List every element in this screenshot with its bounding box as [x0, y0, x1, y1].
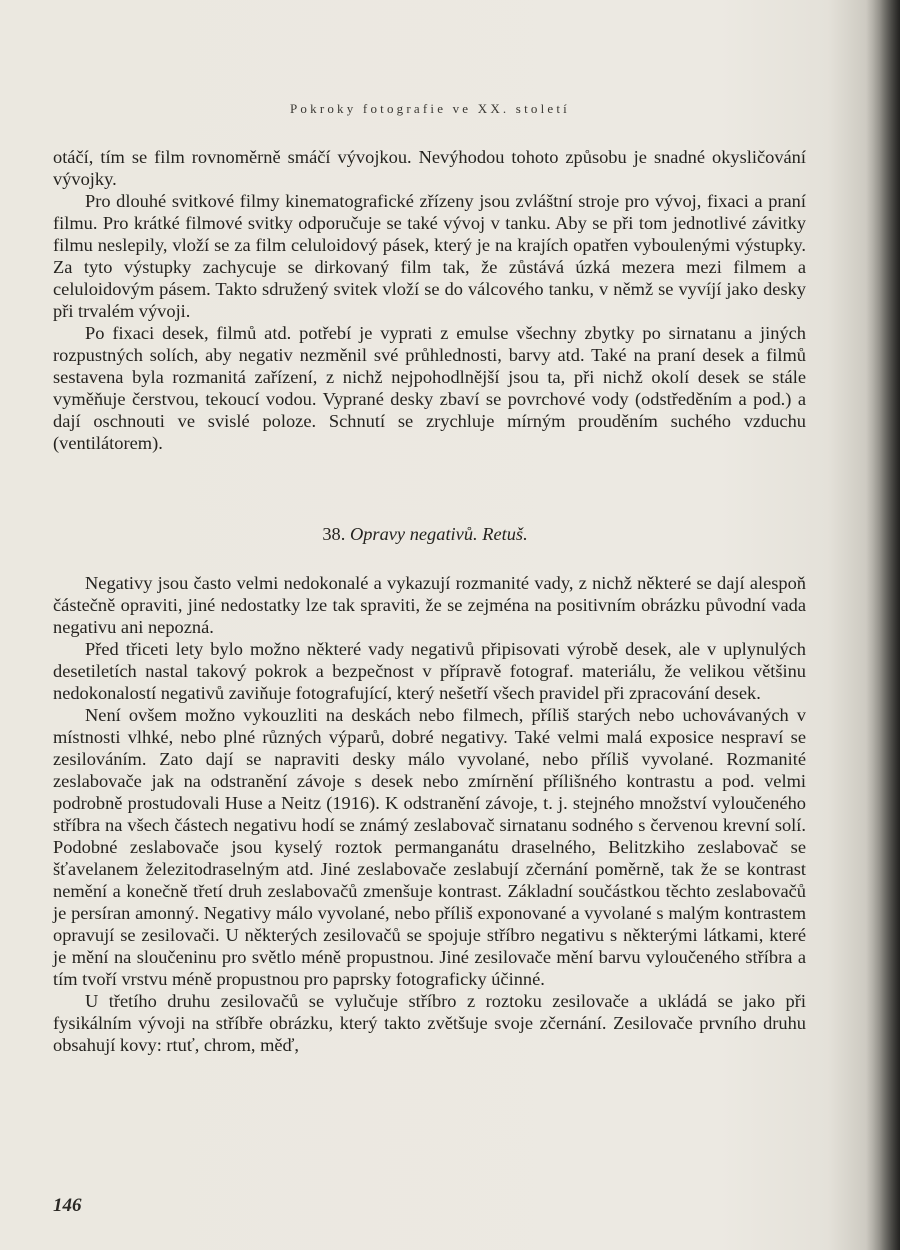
- page-gutter-shadow: [866, 0, 900, 1250]
- body-text-top: [53, 146, 806, 454]
- section-number: 38.: [322, 524, 346, 544]
- paragraph: Negativy jsou často velmi nedokonalé a vykazují rozmanité vady, z nichž některé se dají alespoň částečně opraviti, jiné nedostatky lze tak spraviti, že se zejména na positivním obrázku původní vada negativu ani nepozná.: [53, 573, 806, 637]
- running-head: Pokroky fotografie ve XX. století: [290, 101, 570, 116]
- paragraph: Není ovšem možno vykouzliti na deskách nebo filmech, příliš starých nebo uchovávaných v místnosti vlhké, nebo plné různých výparů, dobré negativy. Také velmi malá exposice nespraví se zesilováním. Zato dají se napraviti desky málo vyvolané, nebo příliš vyvolané. Rozmanité zeslabovače jak na odstranění závoje s desek nebo zmírnění přílišného kontrastu a pod. velmi podrobně prostudovali Huse a Neitz (1916). K odstranění závoje, t. j. stejného množství vyloučeného stříbra na všech částech negativu hodí se známý zeslabovač sirnatanu sodného s červenou krevní solí. Podobné zeslabovače jsou kyselý roztok permanganátu draselného, Belitzkiho zeslabovač se šťavelanem železitodraselným atd. Jiné zeslabovače zeslabují zčernání poměrně, tak že se kontrast nemění a konečně třetí druh zeslabovačů zmenšuje kontrast. Základní součástkou těchto zeslabovačů je persíran amonný. Negativy málo vyvolané, nebo příliš exponované a vyvolané s malým kontrastem opravují se zesilovači. U některých zesilovačů se spojuje stříbro negativu s některými látkami, které je mění na sloučeninu pro světlo méně propustnou. Jiné zesilovače mění barvu vyloučeného stříbra a tím tvoří vrstvu méně propustnou pro paprsky fotograficky účinné.: [53, 705, 806, 989]
- section-title: Opravy negativů. Retuš.: [349, 524, 528, 544]
- paragraph: Po fixaci desek, filmů atd. potřebí je vyprati z emulse všechny zbytky po sirnatanu a jiných rozpustných solích, aby negativ nezměnil své průhlednosti, barvy atd. Také na praní desek a filmů sestavena byla rozmanitá zařízení, z nichž nejpohodlnější jsou ta, při nichž okolí desek se stále vyměňuje čerstvou, tekoucí vodou. Vyprané desky zbaví se povrchové vody (odstředěním a pod.) a dají oschnouti ve svislé poloze. Schnutí se zrychluje mírným prouděním suchého vzduchu (ventilátorem).: [53, 323, 806, 453]
- section-heading: [0, 523, 850, 545]
- paragraph: Před třiceti lety bylo možno některé vady negativů připisovati výrobě desek, ale v uplynulých desetiletích nastal takový pokrok a bezpečnost v přípravě fotograf. materiálu, že velikou většinu nedokonalostí negativů zaviňuje fotografující, který nešetří všech pravidel při zpracování desek.: [53, 639, 806, 703]
- paragraph: otáčí, tím se film rovnoměrně smáčí vývojkou. Nevýhodou tohoto způsobu je snadné okysličování vývojky.: [53, 147, 806, 189]
- body-text-bottom: [53, 572, 806, 1056]
- page-number: 146: [53, 1195, 82, 1216]
- paragraph: U třetího druhu zesilovačů se vylučuje stříbro z roztoku zesilovače a ukládá se jako při fysikálním vývoji na stříbře obrázku, který takto zvětšuje svoje zčernání. Zesilovače prvního druhu obsahují kovy: rtuť, chrom, měď,: [53, 991, 806, 1055]
- paragraph: Pro dlouhé svitkové filmy kinematografické zřízeny jsou zvláštní stroje pro vývoj, fixaci a praní filmu. Pro krátké filmové svitky odporučuje se také vývoj v tanku. Aby se při tom jednotlivé závitky filmu neslepily, vloží se za film celuloidový pásek, který je na krajích opatřen vyboulenými výstupky. Za tyto výstupky zachycuje se dirkovaný film tak, že zůstává úzká mezera mezi filmem a celuloidovým pásem. Takto sdružený svitek vloží se do válcového tanku, v němž se vyvíjí jako desky při trvalém vývoji.: [53, 191, 806, 321]
